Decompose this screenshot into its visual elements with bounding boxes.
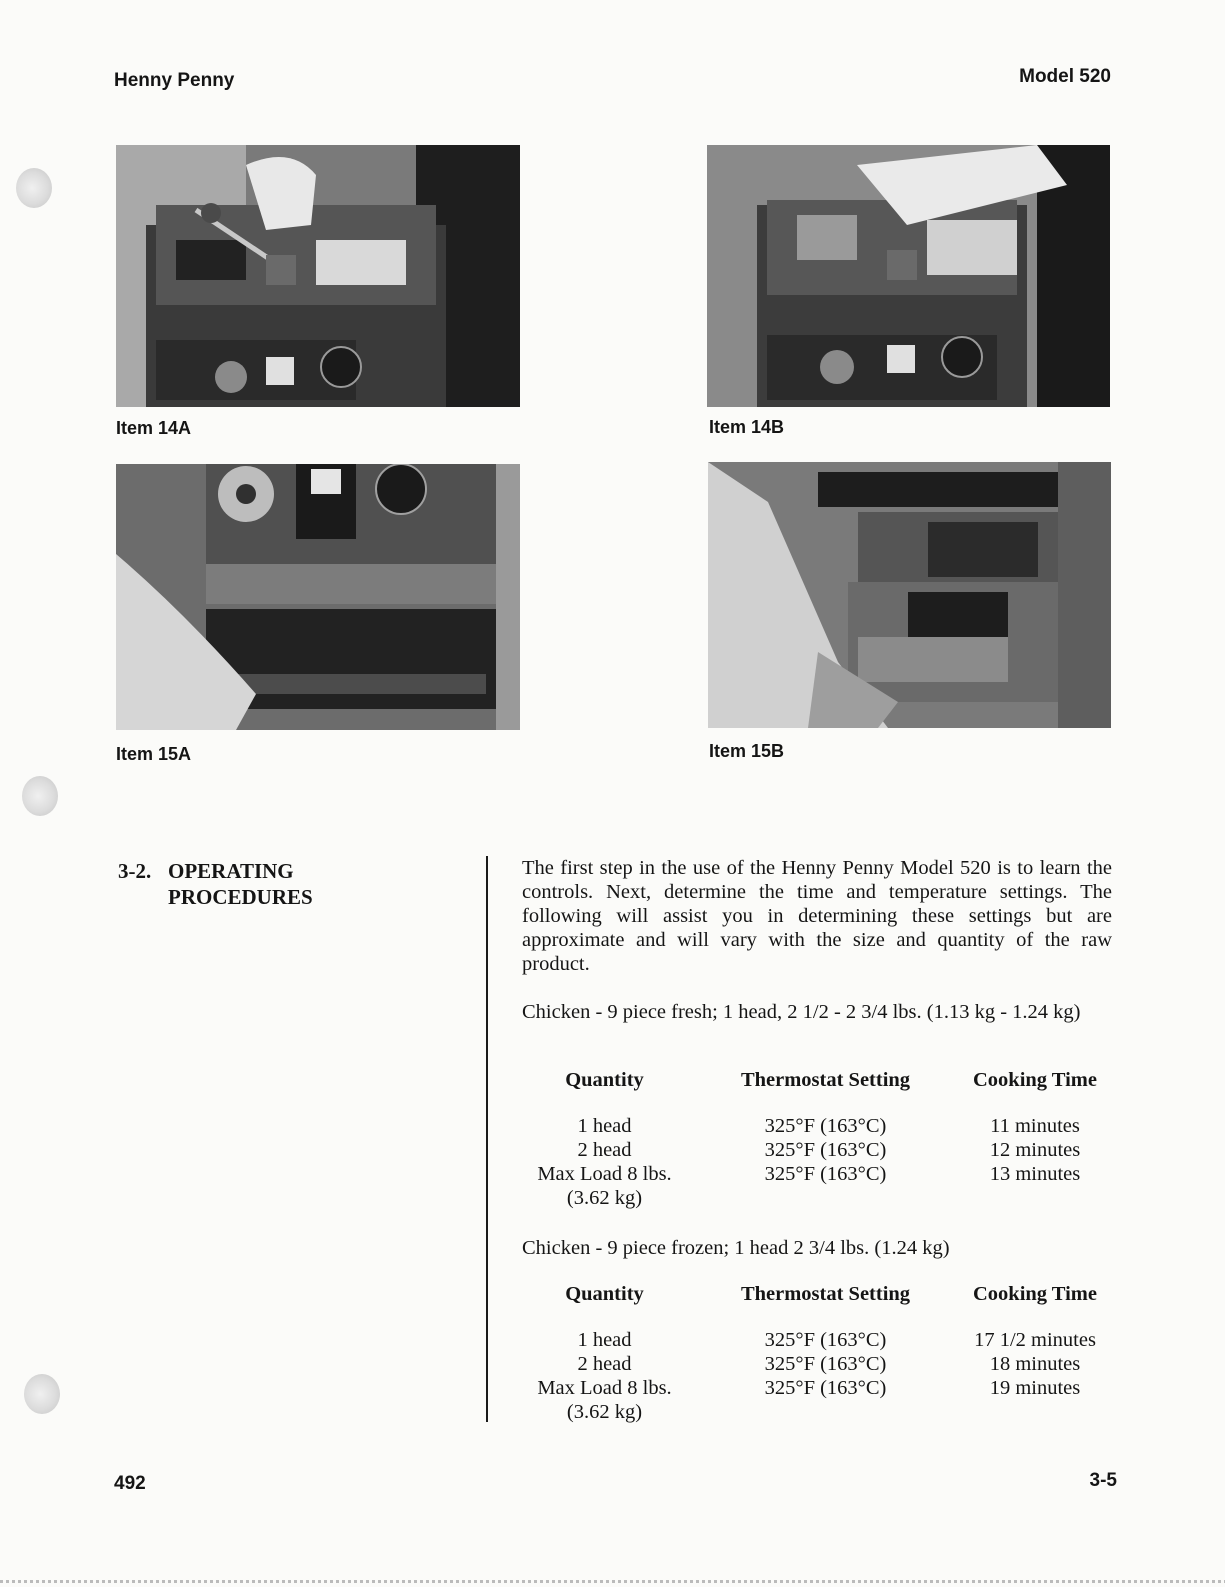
table-row [522, 1400, 1114, 1424]
cell-quantity: Max Load 8 lbs. [537, 1377, 672, 1399]
cell-quantity: 1 head [577, 1329, 632, 1351]
footer-document-number: 492 [114, 1473, 146, 1494]
cell-time: 11 minutes [990, 1115, 1080, 1137]
cell-time: 13 minutes [989, 1163, 1081, 1185]
table-row [522, 1376, 1114, 1400]
punch-hole-bottom [24, 1374, 60, 1414]
section-title-line1: OPERATING [168, 859, 294, 883]
table-row [522, 1162, 1114, 1186]
cell-time: 12 minutes [989, 1139, 1081, 1161]
frozen-table-header [522, 1282, 1114, 1328]
cell-setting: 325°F (163°C) [764, 1377, 887, 1399]
frozen-heading: Chicken - 9 piece frozen; 1 head 2 3/4 lbs. (1.24 kg) [522, 1237, 950, 1259]
cell-quantity: 1 head [577, 1115, 632, 1137]
section-heading [118, 858, 313, 910]
table-row [522, 1328, 1114, 1352]
fresh-heading: Chicken - 9 piece fresh; 1 head, 2 1/2 - 2 3/4 lbs. (1.13 kg - 1.24 kg) [522, 1001, 1081, 1023]
table-row [522, 1352, 1114, 1376]
fresh-table [522, 1068, 1114, 1210]
photo-item-15b [708, 462, 1111, 728]
column-header-quantity: Quantity [565, 1069, 644, 1091]
punch-hole-middle [22, 776, 58, 816]
cell-quantity: 2 head [577, 1353, 632, 1375]
cell-setting: 325°F (163°C) [764, 1115, 887, 1137]
column-header-quantity: Quantity [565, 1283, 644, 1305]
cell-time: 19 minutes [989, 1377, 1081, 1399]
caption-item-15b: Item 15B [709, 741, 785, 761]
cell-setting: 325°F (163°C) [764, 1353, 887, 1375]
cell-quantity: (3.62 kg) [566, 1401, 643, 1423]
table-row [522, 1114, 1114, 1138]
fresh-table-header [522, 1068, 1114, 1114]
column-header-thermostat: Thermostat Setting [740, 1069, 911, 1091]
cell-quantity: 2 head [577, 1139, 632, 1161]
column-header-cooking-time: Cooking Time [973, 1069, 1097, 1091]
table-row [522, 1138, 1114, 1162]
cell-quantity: (3.62 kg) [566, 1187, 643, 1209]
footer-page-number: 3-5 [1089, 1470, 1117, 1491]
scan-edge [0, 1580, 1225, 1583]
caption-item-14b: Item 14B [709, 417, 785, 437]
frozen-table [522, 1282, 1114, 1424]
column-divider [486, 856, 488, 1422]
photo-item-14b [707, 145, 1110, 407]
photo-item-15a [116, 464, 520, 730]
table-row [522, 1186, 1114, 1210]
cell-setting: 325°F (163°C) [764, 1329, 887, 1351]
intro-paragraph: The first step in the use of the Henny Penny Model 520 is to learn the controls. Next, determine the time and temperature settings. The following will assist you in determining these settings but are approximate and will vary with the size and quantity of the raw product. [522, 857, 1112, 975]
photo-item-14a [116, 145, 520, 407]
cell-time: 17 1/2 minutes [974, 1329, 1096, 1351]
cell-time: 18 minutes [989, 1353, 1081, 1375]
column-header-cooking-time: Cooking Time [973, 1283, 1097, 1305]
cell-setting: 325°F (163°C) [764, 1139, 887, 1161]
caption-item-15a: Item 15A [116, 744, 192, 764]
section-title-line2: PROCEDURES [168, 885, 313, 909]
column-header-thermostat: Thermostat Setting [740, 1283, 911, 1305]
caption-item-14a: Item 14A [116, 418, 192, 438]
header-brand: Henny Penny [114, 70, 235, 91]
cell-quantity: Max Load 8 lbs. [537, 1163, 672, 1185]
section-number: 3-2. [118, 859, 152, 883]
header-model: Model 520 [1019, 66, 1111, 87]
cell-setting: 325°F (163°C) [764, 1163, 887, 1185]
punch-hole-top [16, 168, 52, 208]
